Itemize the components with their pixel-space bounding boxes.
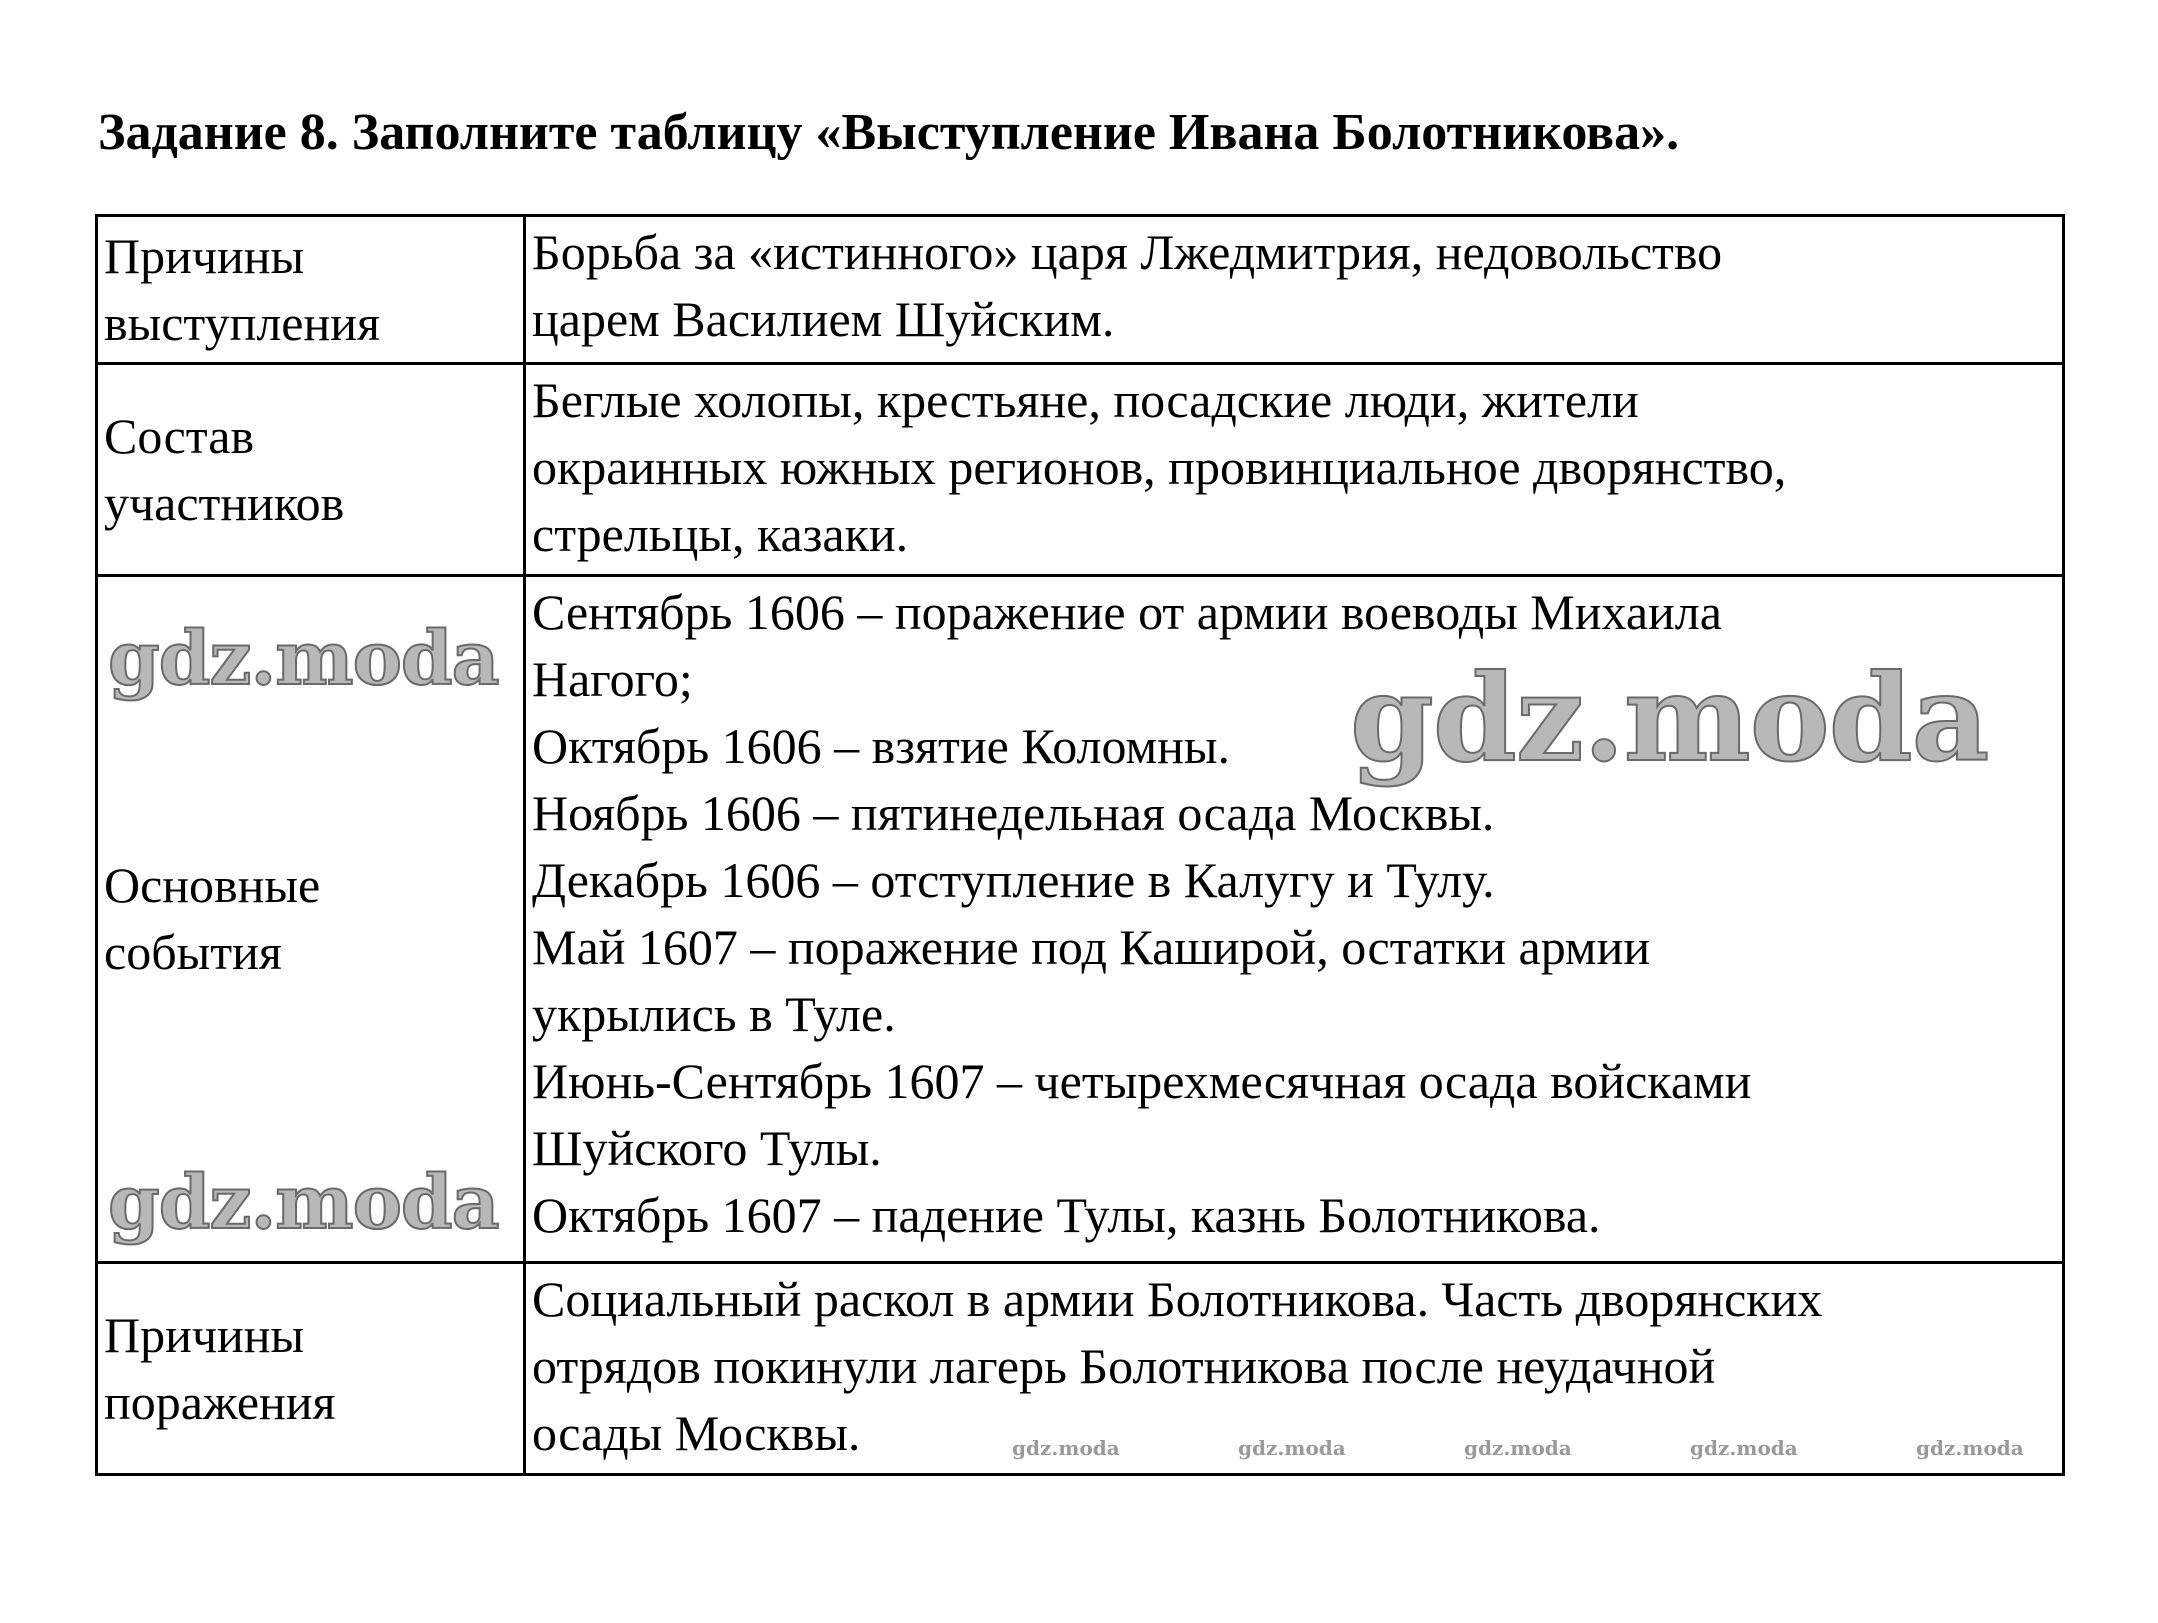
table-row-events [97,576,2064,1263]
value-line: Борьба за «истинного» царя Лжедмитрия, недовольство [532,224,1723,280]
value-line: окраинных южных регионов, провинциальное дворянство, [532,439,1787,495]
value-line: Сентябрь 1606 – поражение от армии воеводы Михаила [532,584,1722,640]
label-line: события [104,924,282,980]
value-cell [525,216,2064,364]
value-line: отрядов покинули лагерь Болотникова после неудачной [532,1338,1716,1394]
label-line: поражения [104,1373,336,1430]
table-row-reasons [97,216,2064,364]
value-line: Октябрь 1607 – падение Тулы, казнь Болотникова. [532,1187,1601,1243]
value-line: Декабрь 1606 – отступление в Калугу и Тулу. [532,852,1495,908]
page-title: Задание 8. Заполните таблицу «Выступление Ивана Болотникова». [98,104,1680,161]
label-line: Причины [104,1306,305,1363]
value-line: стрельцы, казаки. [532,506,909,562]
watermark-logo: gdz.moda [108,616,499,702]
value-line: Июнь-Сентябрь 1607 – четырехмесячная осада войсками [532,1053,1752,1109]
label-line: Состав [104,407,255,464]
label-cell [97,364,525,576]
value-line: Социальный раскол в армии Болотникова. Часть дворянских [532,1271,1823,1327]
table-row-participants [97,364,2064,576]
label-cell [97,216,525,364]
watermark-small: gdz.moda [1464,1436,1572,1460]
label-line: участников [104,474,345,531]
value-cell [525,576,2064,1263]
watermark-small: gdz.moda [1012,1436,1120,1460]
value-line: царем Василием Шуйским. [532,291,1115,347]
watermark-logo: gdz.moda [1350,648,1989,789]
label-line: выступления [104,294,381,351]
watermark-small: gdz.moda [1690,1436,1798,1460]
value-line: Октябрь 1606 – взятие Коломны. [532,718,1231,774]
label-cell [97,1263,525,1475]
value-line: Ноябрь 1606 – пятинедельная осада Москвы. [532,785,1495,841]
value-line: Беглые холопы, крестьяне, посадские люди, жители [532,372,1639,428]
value-line: укрылись в Туле. [532,986,896,1042]
label-line: Основные [104,857,321,913]
label-cell [97,576,525,1263]
watermark-small: gdz.moda [1916,1436,2024,1460]
value-line: осады Москвы. [532,1405,861,1461]
watermark-logo: gdz.moda [108,1160,499,1246]
watermark-small: gdz.moda [1238,1436,1346,1460]
label-line: Причины [104,227,305,284]
value-cell [525,364,2064,576]
value-line: Шуйского Тулы. [532,1120,882,1176]
answer-table [95,214,2065,1476]
value-line: Май 1607 – поражение под Каширой, остатки армии [532,919,1651,975]
value-line: Нагого; [532,651,693,707]
